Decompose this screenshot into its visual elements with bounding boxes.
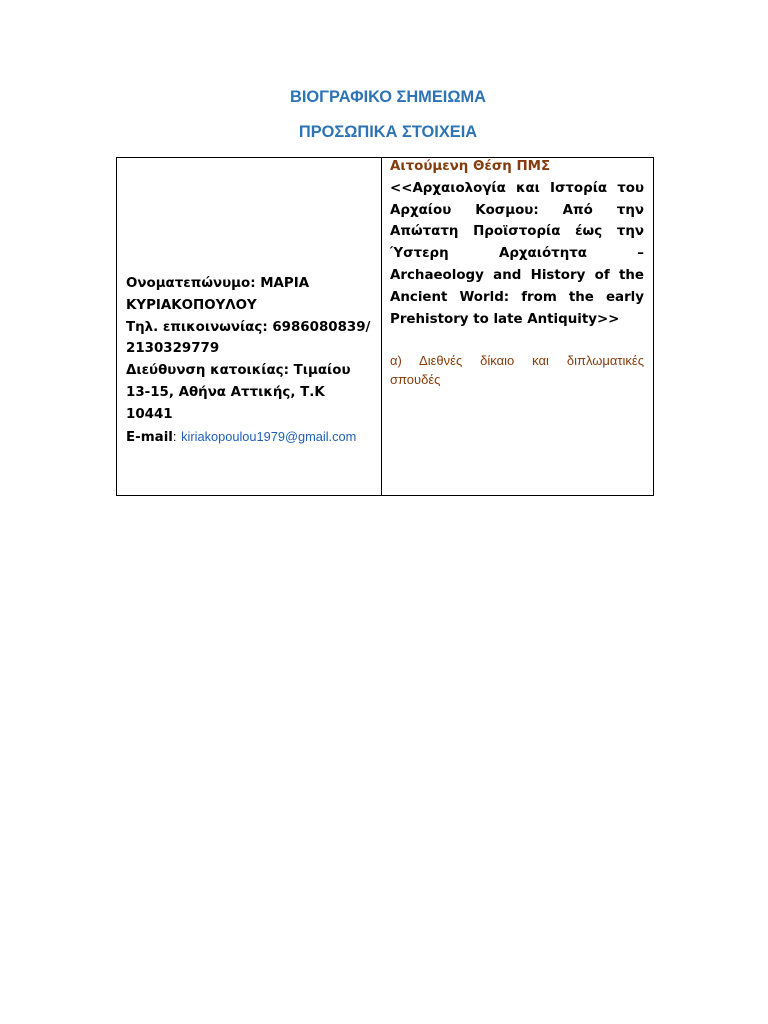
phone-line	[126, 317, 379, 339]
name-line	[126, 273, 379, 295]
programme-title-line: Απώτατη Προϊστορία έως την	[390, 224, 644, 240]
programme-title-line: Archaeology and History of the	[390, 267, 644, 283]
phone-label: Τηλ. επικοινωνίας:	[126, 319, 268, 335]
first-name: ΜΑΡΙΑ	[260, 276, 310, 291]
section-title-personal-details: ΠΡΟΣΩΠΙΚΑ ΣΤΟΙΧΕΙΑ	[298, 123, 478, 141]
address-line	[126, 360, 379, 382]
postal-code-label: Τ.Κ	[300, 384, 325, 400]
landline-phone: 2130329779	[126, 341, 220, 357]
landline-line	[126, 338, 379, 360]
postal-code: 10441	[126, 406, 173, 422]
email-separator: :	[172, 428, 177, 444]
postal-code-line	[126, 404, 379, 426]
address-city-line	[126, 382, 379, 404]
address-street: Τιμαίου	[293, 363, 351, 379]
mobile-phone: 6986080839	[272, 319, 366, 335]
programme-title-line: Ύστερη Αρχαιότητα –	[390, 246, 644, 262]
personal-details-table	[116, 157, 654, 496]
option-a-line: σπουδές	[390, 372, 441, 388]
programme-title-line: <<Αρχαιολογία και Ιστορία του	[390, 180, 644, 196]
programme-title-line: Ancient World: from the early	[390, 289, 644, 305]
option-a-line: α) Διεθνές δίκαιο και διπλωματικές	[390, 353, 644, 369]
email-label: E-mail	[126, 429, 173, 445]
programme-title-line: Αρχαίου Κοσμου: Από την	[390, 202, 644, 218]
option-a-paragraph	[390, 351, 644, 389]
personal-details-cell	[117, 158, 382, 495]
application-cell	[382, 158, 653, 495]
programme-title-line: Prehistory to late Antiquity>>	[390, 311, 620, 327]
last-name: ΚΥΡΙΑΚΟΠΟΥΛΟΥ	[126, 297, 257, 313]
email-line	[126, 426, 379, 449]
last-name-line	[126, 295, 379, 317]
requested-position-heading: Αιτούμενη Θέση ΠΜΣ	[390, 159, 551, 174]
email-link[interactable]: kiriakopoulou1979@gmail.com	[181, 428, 357, 444]
address-city: Αθήνα Αττικής,	[178, 384, 296, 400]
address-label: Διεύθυνση κατοικίας:	[126, 363, 289, 379]
address-number: 13-15,	[126, 384, 174, 400]
name-label: Ονοματεπώνυμο:	[126, 276, 256, 291]
phone-separator: /	[365, 319, 371, 335]
cv-title: ΒΙΟΓΡΑΦΙΚΟ ΣΗΜΕΙΩΜΑ	[290, 88, 486, 106]
